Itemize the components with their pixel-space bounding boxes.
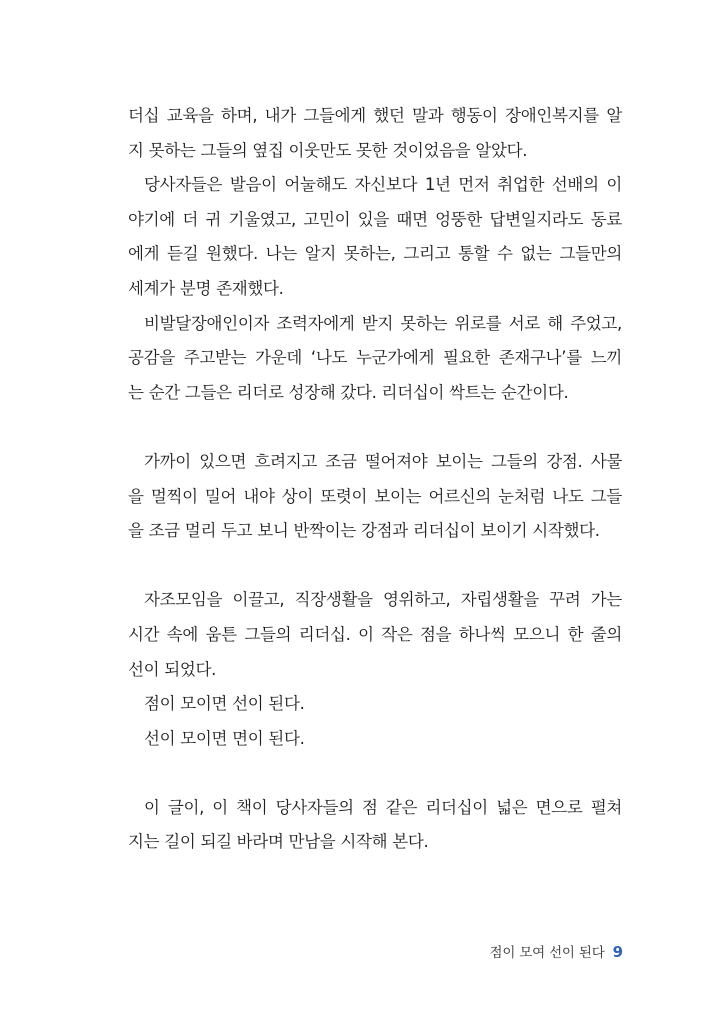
running-title: 점이 모여 선이 된다 — [489, 945, 605, 961]
text-line: 점이 모이면 선이 된다. — [144, 694, 305, 714]
paragraph-gap — [128, 549, 622, 584]
text-line: 는 순간 그들은 리더로 성장해 갔다. 리더십이 싹트는 순간이다. — [128, 382, 569, 402]
paragraph-4 — [128, 445, 622, 549]
paragraph-6 — [128, 687, 622, 722]
text-line: 선이 되었다. — [128, 659, 217, 679]
page-footer — [490, 941, 623, 961]
text-line: 에게 듣길 원했다. 나는 알지 못하는, 그리고 통할 수 없는 그들만의 — [128, 244, 622, 264]
paragraph-5 — [128, 583, 622, 687]
text-line: 당사자들은 발음이 어눌해도 자신보다 1년 먼저 취업한 선배의 이 — [144, 175, 622, 195]
text-line: 야기에 더 귀 기울였고, 고민이 있을 때면 엉뚱한 답변일지라도 동료 — [128, 209, 622, 229]
text-line: 비발달장애인이자 조력자에게 받지 못하는 위로를 서로 해 주었고, — [144, 313, 622, 333]
text-line: 세계가 분명 존재했다. — [128, 278, 284, 298]
text-line: 선이 모이면 면이 된다. — [144, 728, 305, 748]
text-line: 자조모임을 이끌고, 직장생활을 영위하고, 자립생활을 꾸려 가는 — [144, 590, 622, 610]
text-line: 을 멀찍이 밀어 내야 상이 또렷이 보이는 어르신의 눈처럼 나도 그들 — [128, 486, 622, 506]
paragraph-gap — [128, 410, 622, 445]
paragraph-gap — [128, 756, 622, 791]
text-line: 지 못하는 그들의 옆집 이웃만도 못한 것이었음을 알았다. — [128, 140, 528, 160]
paragraph-8 — [128, 791, 622, 860]
text-line: 이 글이, 이 책이 당사자들의 점 같은 리더십이 넓은 면으로 펼쳐 — [144, 797, 622, 817]
paragraph-7 — [128, 722, 622, 757]
page-number: 9 — [612, 943, 623, 961]
text-line: 지는 길이 되길 바라며 만남을 시작해 본다. — [128, 832, 429, 852]
text-line: 시간 속에 움튼 그들의 리더십. 이 작은 점을 하나씩 모으니 한 줄의 — [128, 624, 622, 644]
paragraph-1 — [128, 99, 622, 168]
text-line: 가까이 있으면 흐려지고 조금 떨어져야 보이는 그들의 강점. 사물 — [144, 451, 622, 471]
text-line: 공감을 주고받는 가운데 ‘나도 누군가에게 필요한 존재구나’를 느끼 — [128, 348, 622, 368]
paragraph-2 — [128, 168, 622, 306]
paragraph-3 — [128, 307, 622, 411]
text-line: 더십 교육을 하며, 내가 그들에게 했던 말과 행동이 장애인복지를 알 — [128, 106, 622, 125]
text-line: 을 조금 멀리 두고 보니 반짝이는 강점과 리더십이 보이기 시작했다. — [128, 521, 600, 541]
body-text — [128, 99, 622, 860]
